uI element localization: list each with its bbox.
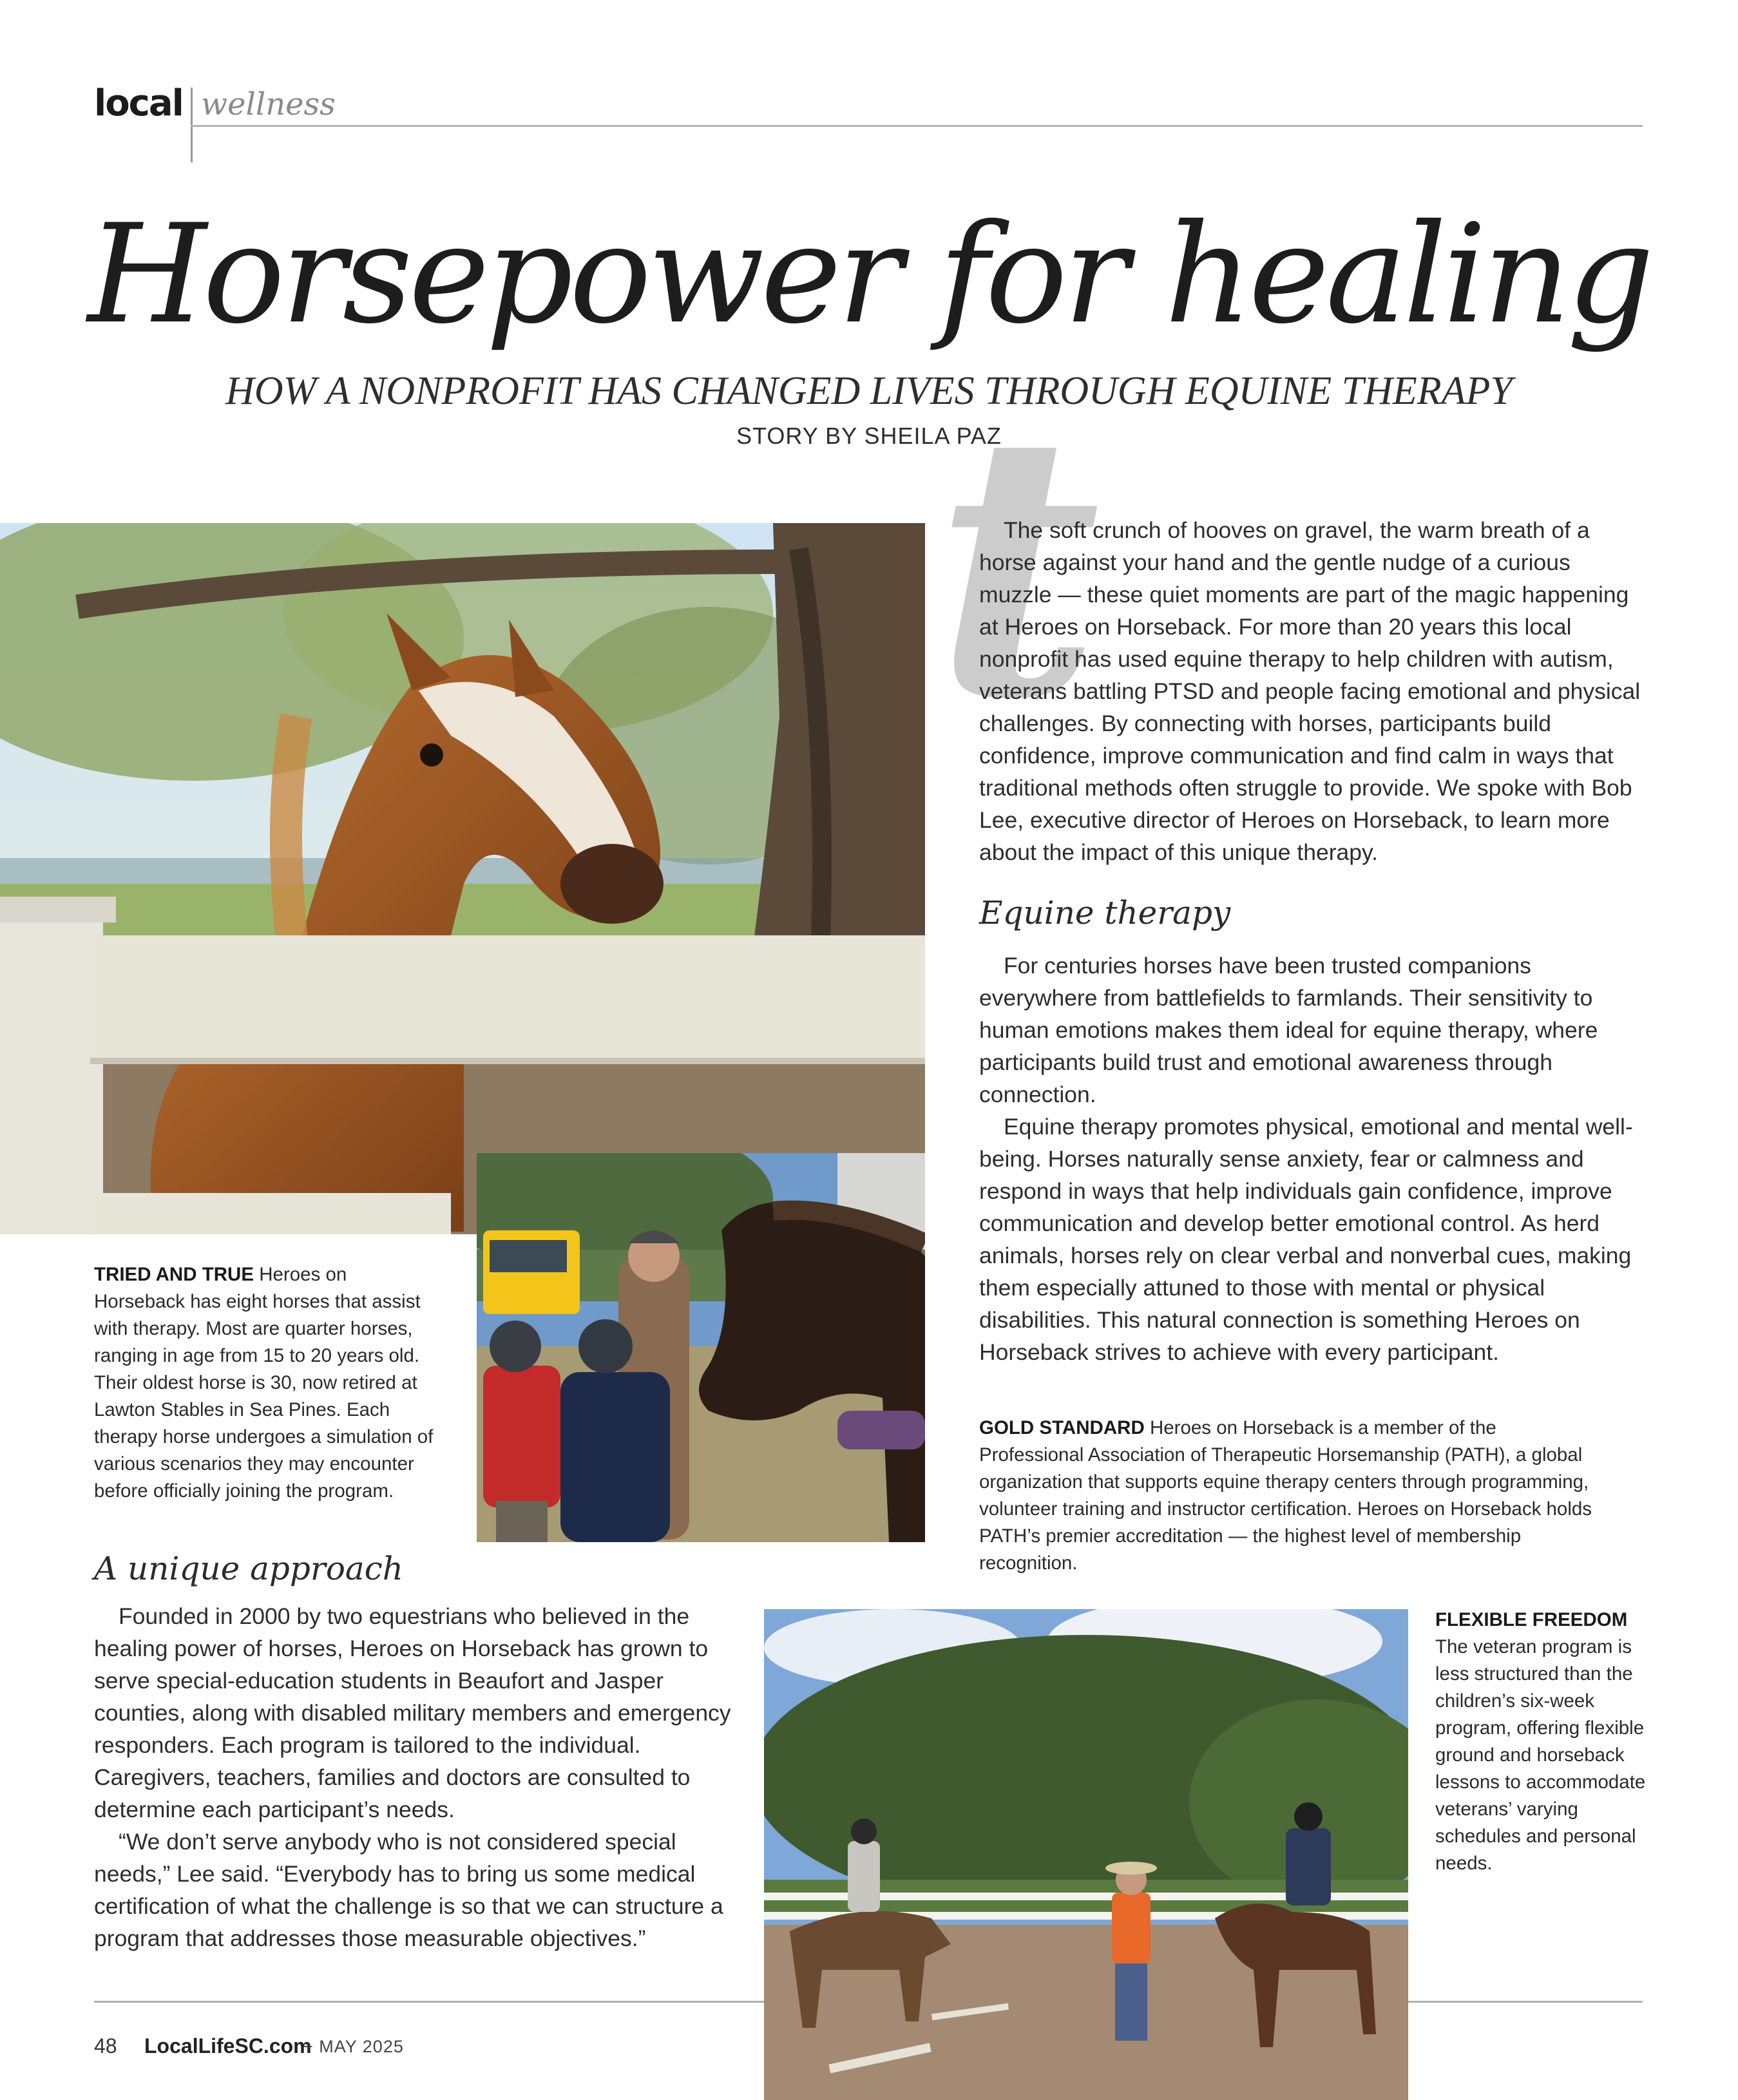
intro-paragraph: The soft crunch of hooves on gravel, the warm breath of a horse against your hand and the gentle nudge of a curious muzzle — these quiet moments are part of the magic happening at Heroes on Horseback. For more than 20 years this local nonprofit has used equine therapy to help children with autism, veterans battling PTSD and people facing emotional and physical challenges. By connecting with horses, participants build confidence, improve communication and find calm in ways that traditional methods often struggle to provide. We spoke with Bob Lee, executive director of Heroes on Horseback, to learn more about the impact of this unique therapy. — [979, 517, 1641, 865]
brand-logo: local — [94, 82, 183, 124]
footer-issue: + MAY 2025 — [303, 2037, 404, 2056]
kids-horse-photo — [477, 1153, 925, 1542]
arena-photo — [764, 1609, 1408, 2100]
equine-paragraph-2: Equine therapy promotes physical, emotional and mental well-being. Horses naturally sense anxiety, fear or calmness and respond in ways that help individuals gain confidence, improve communication and develop better emotional control. As herd animals, horses rely on clear verbal and nonverbal cues, making them especially attuned to those with mental or physical disabilities. This natural connection is something Heroes on Horseback strives to achieve with every participant. — [979, 1114, 1633, 1365]
article-subtitle: HOW A NONPROFIT HAS CHANGED LIVES THROUGH EQUINE THERAPY — [225, 369, 1513, 413]
tried-and-true-caption — [94, 1261, 442, 1505]
gold-standard-lead: GOLD STANDARD — [979, 1417, 1145, 1438]
horse-fence-illustration — [0, 523, 925, 1234]
tried-and-true-lead: TRIED AND TRUE — [94, 1264, 254, 1285]
footer-rule-left — [94, 2001, 764, 2003]
tried-and-true-text: Heroes on Horseback has eight horses that assist with therapy. Most are quarter horses, ranging in age from 15 to 20 years old. Their oldest horse is 30, now retired at Lawton Stables in Sea Pines. Each therapy horse undergoes a simulation of various scenarios they may encounter before officially joining the program. — [94, 1264, 434, 1502]
unique-paragraph-2: “We don’t serve anybody who is not considered special needs,” Lee said. “Everybody has to bring us some medical certification of what the challenge is so that we can structure a program that addresses those measurable objectives.” — [94, 1829, 723, 1951]
intro-text-block — [979, 514, 1649, 868]
equine-therapy-heading: Equine therapy — [979, 894, 1231, 931]
byline: STORY BY SHEILA PAZ — [736, 423, 1002, 449]
gold-standard-text: Heroes on Horseback is a member of the Professional Association of Therapeutic Horsemanship (PATH), a global organization that supports equine therapy centers through programming, volunteer training and instructor certification. Heroes on Horseback holds PATH’s premier accreditation — the highest level of membership recognition. — [979, 1417, 1592, 1574]
header-rule — [191, 125, 1643, 127]
footer-rule-right — [1408, 2001, 1643, 2003]
flexible-freedom-text: The veteran program is less structured than the children’s six-week program, offering flexible ground and horseback lessons to accommodate veterans’ varying schedules and personal needs. — [1435, 1636, 1646, 1874]
page-number: 48 — [94, 2034, 117, 2057]
article-title: Horsepower for healing — [87, 195, 1651, 354]
unique-paragraph-1: Founded in 2000 by two equestrians who believed in the healing power of horses, Heroes on Horseback has grown to serve special-education students in Beaufort and Jasper counties, along with disabled military members and emergency responders. Each program is tailored to the individual. Caregivers, teachers, families and doctors are consulted to determine each participant’s needs. — [94, 1603, 731, 1822]
flexible-freedom-lead: FLEXIBLE FREEDOM — [1435, 1609, 1628, 1630]
kids-horse-illustration — [477, 1153, 925, 1542]
arena-illustration — [764, 1609, 1408, 2100]
drop-cap: t — [934, 355, 1101, 779]
footer-site-link[interactable]: LocalLifeSC.com — [144, 2034, 312, 2057]
horse-fence-photo — [0, 523, 925, 1234]
flexible-freedom-caption — [1435, 1607, 1648, 1877]
equine-therapy-text-block — [979, 950, 1649, 1368]
equine-paragraph-1: For centuries horses have been trusted companions everywhere from battlefields to farmlands. Their sensitivity to human emotions makes them ideal for equine therapy, where participants build trust and emotional awareness through connection. — [979, 953, 1598, 1107]
section-label: wellness — [201, 86, 336, 122]
unique-approach-text-block — [94, 1600, 732, 1954]
unique-approach-heading: A unique approach — [94, 1550, 403, 1587]
gold-standard-caption — [979, 1415, 1598, 1577]
